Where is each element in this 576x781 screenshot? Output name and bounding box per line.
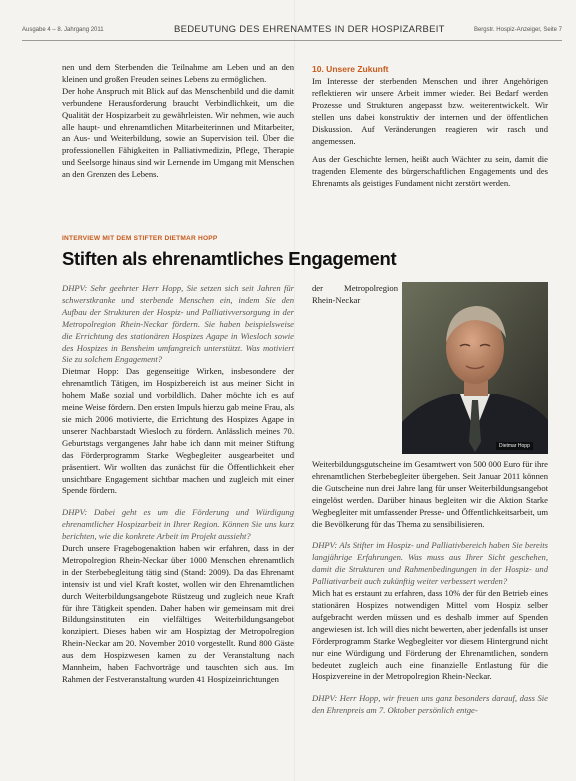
interview-question: DHPV: Herr Hopp, wir freuen uns ganz besonders darauf, dass Sie den Ehrenpreis am 7. Oktober persönlich entge- xyxy=(312,693,548,716)
issue-info: Ausgabe 4 – 8. Jahrgang 2011 xyxy=(22,27,104,33)
portrait-image xyxy=(402,282,548,454)
section-heading: 10. Unsere Zukunft xyxy=(312,64,389,74)
article-kicker: INTERVIEW MIT DEM STIFTER DIETMAR HOPP xyxy=(62,235,218,242)
article-headline: Stiften als ehrenamtliches Engagement xyxy=(62,248,397,269)
paragraph: Aus der Geschichte lernen, heißt auch Wächter zu sein, damit die tragenden Elemente des bürgerschaftlichen Engagements und des Ehrenamts als geistiges Fundament nicht zerstört werden. xyxy=(312,154,548,189)
interview-question: DHPV: Als Stifter im Hospiz- und Palliativbereich haben Sie bereits langjährige Erfahrungen. Was muss aus Ihrer Sicht geschehen, damit die Strukturen und Rahmenbedingungen in der Hospiz- und Palliativarbeit auch zukünftig weiter verbessert werden? xyxy=(312,540,548,587)
page-info: Bergstr. Hospiz-Anzeiger, Seite 7 xyxy=(473,27,562,33)
interview-answer: Dietmar Hopp: Das gegenseitige Wirken, insbesondere der ehrenamtlich Tätigen, im Hospizbereich ist aus meiner Sicht in hohem Maße sozial und vorbildlich. Daher möchte ich es auf meine Weise fördern. Den ersten Impuls hierzu gab meine Frau, als sie mich 2006 motivierte, die Errichtung des Hospizes Agape in unserer Nachbarstadt Wiesloch zu fördern. Anlässlich meines 70. Geburtstags vergangenes Jahr habe ich dann mit meiner Stiftung das Förderprogramm Starke Wegbegleiter ausgearbeitet und präsentiert. Wir wollten das zunächst für die Öffentlichkeit eher unsichtbare Engagement sichtbar machen und zugleich mit einer Spende fördern. xyxy=(62,366,294,496)
top-left-column xyxy=(62,62,294,181)
page-fold-shadow xyxy=(294,0,295,781)
interview-answer: der Metropolregion Rhein-Neckar Weiterbildungsgutscheine im Gesamtwert von 500 000 Euro für ihre ehrenamtlichen Sterbebegleiter übergeben. Seit Januar 2011 können die Gutscheine nun drei Jahre lang für unser Weiterbildungsangebot eingelöst werden. Darüber hinaus begleiten wir die Aktion Starke Wegbegleiter mit umfassender Presse- und Öffentlichkeitsarbeit, um die Bevölkerung für das Thema zu sensibilisieren. xyxy=(312,283,548,529)
interview-answer: Mich hat es erstaunt zu erfahren, dass 10% der für den Betrieb eines stationären Hospizes notwendigen Mittel vom Hospiz selber aufgebracht werden müssen und es deshalb immer auf Spenden angewiesen ist. Ich will dies nicht bewerten, aber jedenfalls ist unser Förderprogramm Starke Wegbegleiter vor diesem Hintergrund nicht nur eine Würdigung und Förderung der Ehrenamtlichen, sondern bedeutet zugleich auch eine finanzielle Entlastung für die Hospizvereine in der Metropolregion Rhein-Neckar. xyxy=(312,588,548,682)
page-header xyxy=(22,24,562,41)
photo-caption: Dietmar Hopp xyxy=(496,442,533,450)
interview-question: DHPV: Dabei geht es um die Förderung und Würdigung ehrenamtlicher Hospizarbeit in Ihrer Region. Können Sie uns kurz berichten, wie die konkrete Arbeit im Projekt aussieht? xyxy=(62,507,294,542)
interview-answer: Durch unsere Fragebogenaktion haben wir erfahren, dass in der Metropolregion Rhein-Neckar über 1000 Menschen ehrenamtlich in der Sterbebegleitung tätig sind (Stand: 2009). Da das Ehrenamt intensiv ist und viel Kraft kostet, wollen wir den Ehrenamtlichen durch Weiterbildungsangebote Rüstzeug und zugleich neue Kraft für ihre Tätigkeit spenden. Daher haben wir gemeinsam mit drei Bildungsinstituten ein vielfältiges Weiterbildungsangebot konzipiert. Dieses haben wir am Hospiztag der Metropolregion Rhein-Neckar am 20. November 2010 vorgestellt. Rund 800 Gäste aus dem Hospizwesen kamen zu der Veranstaltung nach Mannheim, haben Fachvorträge und tauschten sich aus. Im Rahmen der Festveranstaltung wurden 41 Hospizeinrichtungen xyxy=(62,543,294,684)
article-left-column xyxy=(62,283,294,686)
interview-question: DHPV: Sehr geehrter Herr Hopp, Sie setzen sich seit Jahren für schwerstkranke und sterbende Menschen ein, indem Sie den Aufbau der Strukturen der Hospiz- und Palliativversorgung in der Metropolregion Rhein-Neckar fördern. Sie haben beispielsweise die Errichtung des stationären Hospizes Agape in Wiesloch sowie des Hospizes in Bensheim umfangreich unterstützt. Was motiviert Sie zu solchem Engagement? xyxy=(62,283,294,365)
top-right-column xyxy=(312,64,548,190)
paragraph: Im Interesse der sterbenden Menschen und ihrer Angehörigen reflektieren wir unsere Arbeit immer wieder. Bei Bedarf werden Prozesse und Strukturen angepasst bzw. weiterentwickelt. Wir stellen uns dabei konstruktiv der internen und der öffentlichen Diskussion. Auf Veränderungen reagieren wir rasch und angemessen. xyxy=(312,76,548,146)
paragraph: Der hohe Anspruch mit Blick auf das Menschenbild und die damit verbundene Herausforderung braucht Verbindlichkeit, um die Qualität der Hospizarbeit zu gewährleisten. Wir nehmen, wie auch alle haupt- und ehrenamtlichen Mitarbeiterinnen und Mitarbeiter, an Aus- und Weiterbildung, sowie an Supervision teil. Über die professionellen Fähigkeiten in Palliativmedizin, Pflege, Therapie und Seelsorge hinaus sind wir Lernende im Umgang mit Menschen an den Grenzen des Lebens. xyxy=(62,85,294,180)
section-title: BEDEUTUNG DES EHRENAMTES IN DER HOSPIZARBEIT xyxy=(174,24,445,35)
paragraph: nen und dem Sterbenden die Teilnahme am Leben und an den kleinen und großen Freuden seines Lebens zu ermöglichen. xyxy=(62,62,294,84)
portrait-photo xyxy=(402,282,548,454)
